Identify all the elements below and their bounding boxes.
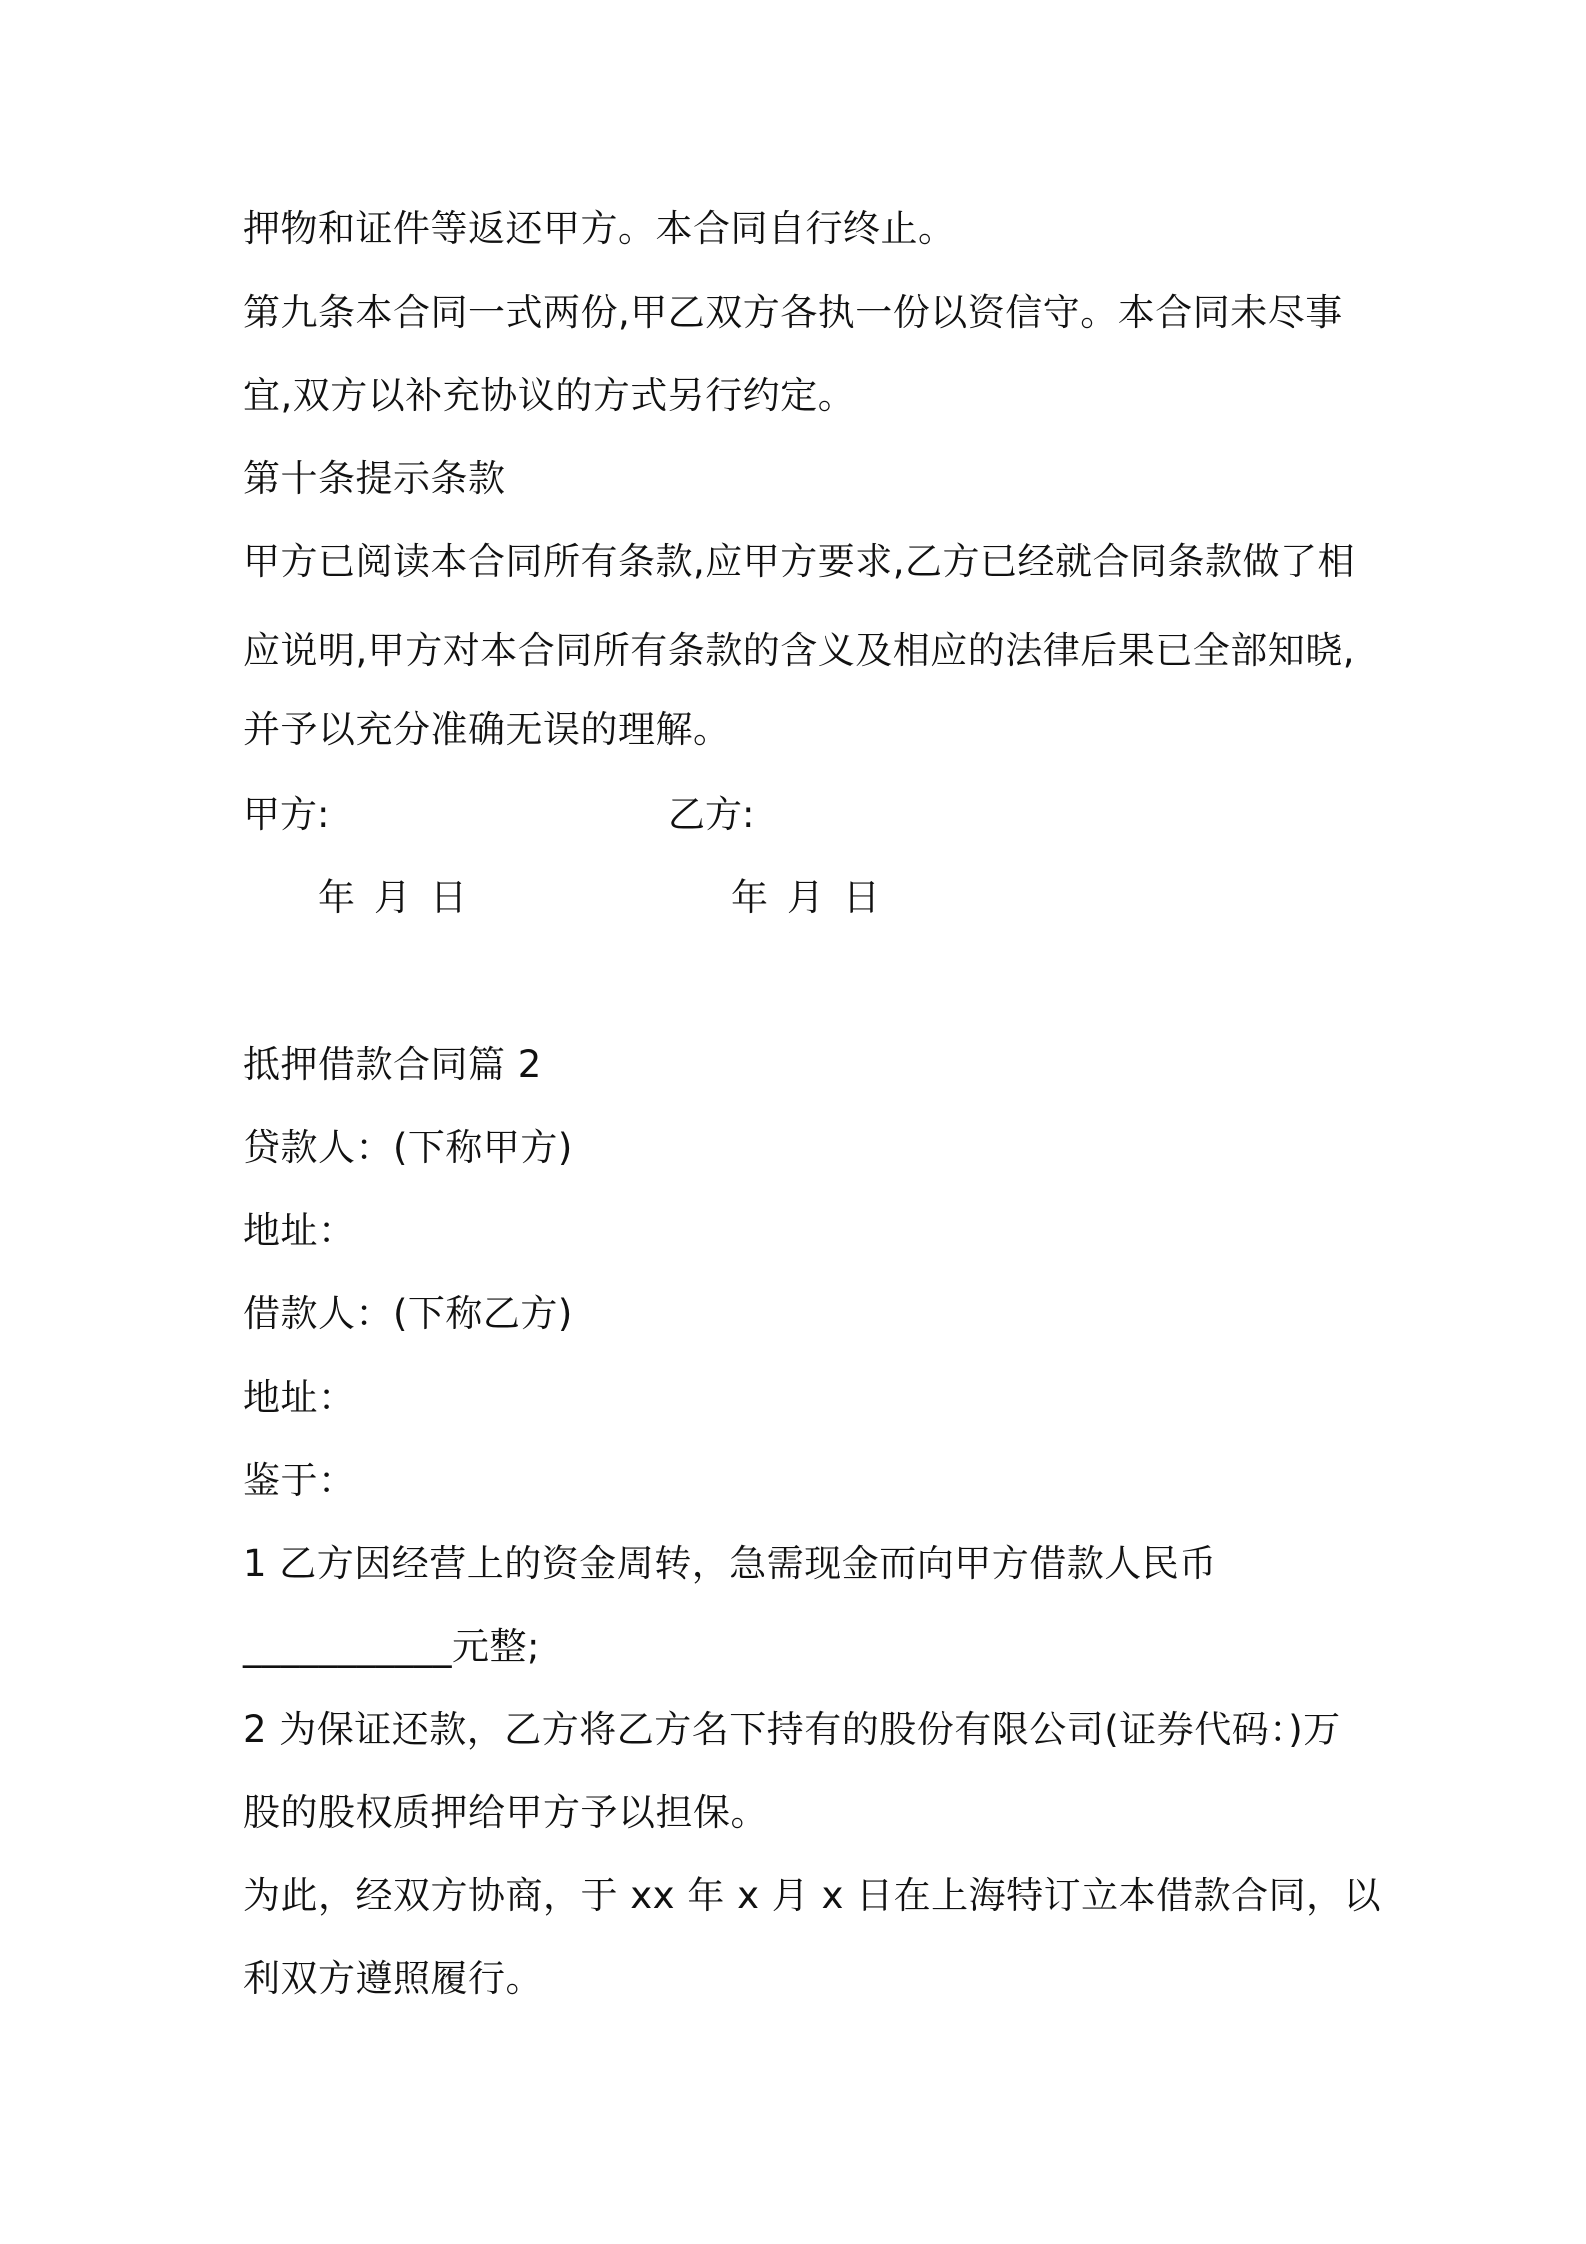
party-b-date-month: 月 — [787, 876, 824, 919]
party-a-label: 甲方: — [243, 793, 330, 836]
party-a-date-day: 日 — [430, 876, 467, 919]
clause-8-continuation: 押物和证件等返还甲方。本合同自行终止。 — [243, 207, 956, 250]
clause-9-line-2: 宜,双方以补充协议的方式另行约定。 — [243, 374, 856, 417]
closing-line-2: 利双方遵照履行。 — [243, 1957, 543, 2000]
closing-line-1: 为此，经双方协商，于 xx 年 x 月 x 日在上海特订立本借款合同，以 — [243, 1874, 1382, 1917]
clause-10-line-1: 甲方已阅读本合同所有条款,应甲方要求,乙方已经就合同条款做了相 — [243, 540, 1356, 583]
party-a-date-year: 年 — [318, 876, 355, 919]
party-b-date-year: 年 — [731, 876, 768, 919]
lender-address-line: 地址： — [243, 1209, 356, 1252]
clause-10-heading: 第十条提示条款 — [243, 457, 506, 500]
recital-2-line-1: 2 为保证还款，乙方将乙方名下持有的股份有限公司(证券代码：)万 — [243, 1708, 1341, 1751]
clause-10-line-3: 并予以充分准确无误的理解。 — [243, 708, 731, 751]
party-b-label: 乙方: — [668, 793, 755, 836]
borrower-address-line: 地址： — [243, 1376, 356, 1419]
section-2-title: 抵押借款合同篇 2 — [243, 1043, 542, 1086]
lender-line: 贷款人：(下称甲方) — [243, 1126, 573, 1169]
party-a-date-month: 月 — [374, 876, 411, 919]
recital-1-line-1: 1 乙方因经营上的资金周转，急需现金而向甲方借款人民币 — [243, 1542, 1217, 1585]
clause-9-line-1: 第九条本合同一式两份,甲乙双方各执一份以资信守。本合同未尽事 — [243, 291, 1343, 334]
recital-1-line-2: ___________元整; — [243, 1625, 540, 1668]
borrower-line: 借款人：(下称乙方) — [243, 1292, 573, 1335]
whereas-heading: 鉴于： — [243, 1459, 356, 1502]
party-b-date-day: 日 — [843, 876, 880, 919]
clause-10-line-2: 应说明,甲方对本合同所有条款的含义及相应的法律后果已全部知晓, — [243, 629, 1356, 672]
recital-2-line-2: 股的股权质押给甲方予以担保。 — [243, 1791, 768, 1834]
